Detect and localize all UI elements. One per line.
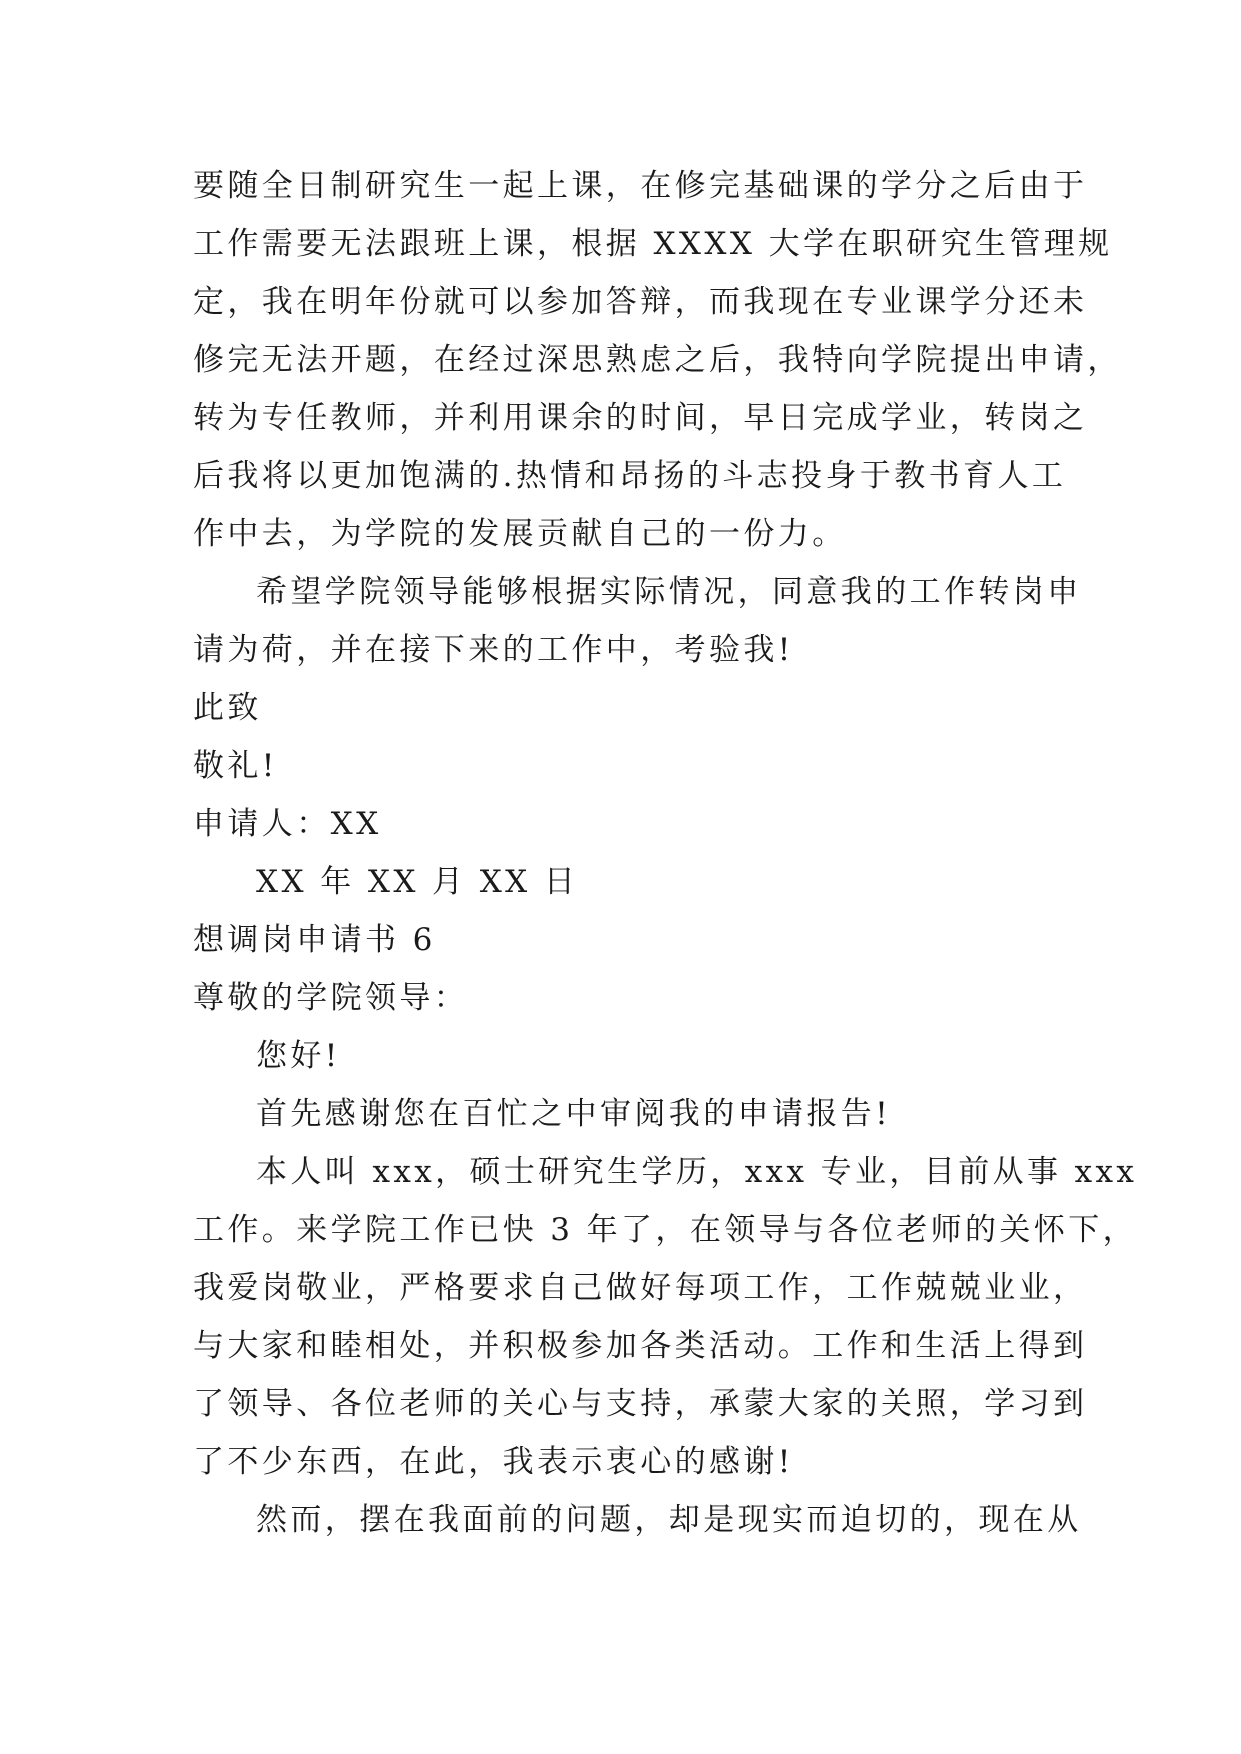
paragraph-first-line: 首先感谢您在百忙之中审阅我的申请报告! <box>256 1096 892 1132</box>
paragraph-first-line: 本人叫 xxx，硕士研究生学历，xxx 专业，目前从事 xxx <box>256 1154 1138 1190</box>
body-text-line: 我爱岗敬业，严格要求自己做好每项工作，工作兢兢业业， <box>193 1270 1088 1306</box>
body-text-line: 作中去，为学院的发展贡献自己的一份力。 <box>193 516 847 552</box>
addressee: 尊敬的学院领导： <box>193 980 469 1016</box>
closing-salutation: 此致 <box>193 690 262 726</box>
body-text-line: 了不少东西，在此，我表示衷心的感谢! <box>193 1444 794 1480</box>
greeting: 您好! <box>256 1038 341 1074</box>
applicant-signature: 申请人：XX <box>193 806 382 842</box>
paragraph-first-line: 然而，摆在我面前的问题，却是现实而迫切的，现在从 <box>256 1502 1082 1538</box>
body-text-line: 后我将以更加饱满的.热情和昂扬的斗志投身于教书育人工 <box>193 458 1067 494</box>
paragraph-first-line: 希望学院领导能够根据实际情况，同意我的工作转岗申 <box>256 574 1082 610</box>
section-title: 想调岗申请书 6 <box>193 922 436 958</box>
body-text-line: 工作需要无法跟班上课，根据 XXXX 大学在职研究生管理规 <box>193 226 1113 262</box>
body-text-line: 转为专任教师，并利用课余的时间，早日完成学业，转岗之 <box>193 400 1088 436</box>
body-text-line: 要随全日制研究生一起上课，在修完基础课的学分之后由于 <box>193 168 1088 204</box>
closing-regards: 敬礼! <box>193 748 278 784</box>
body-text-line: 定，我在明年份就可以参加答辩，而我现在专业课学分还未 <box>193 284 1088 320</box>
body-text-line: 了领导、各位老师的关心与支持，承蒙大家的关照，学习到 <box>193 1386 1088 1422</box>
body-text-line: 与大家和睦相处，并积极参加各类活动。工作和生活上得到 <box>193 1328 1088 1364</box>
date-line: XX 年 XX 月 XX 日 <box>256 864 579 900</box>
body-text-line: 工作。来学院工作已快 3 年了，在领导与各位老师的关怀下， <box>193 1212 1138 1248</box>
body-text-line: 修完无法开题，在经过深思熟虑之后，我特向学院提出申请， <box>193 342 1122 378</box>
body-text-line: 请为荷，并在接下来的工作中，考验我! <box>193 632 794 668</box>
